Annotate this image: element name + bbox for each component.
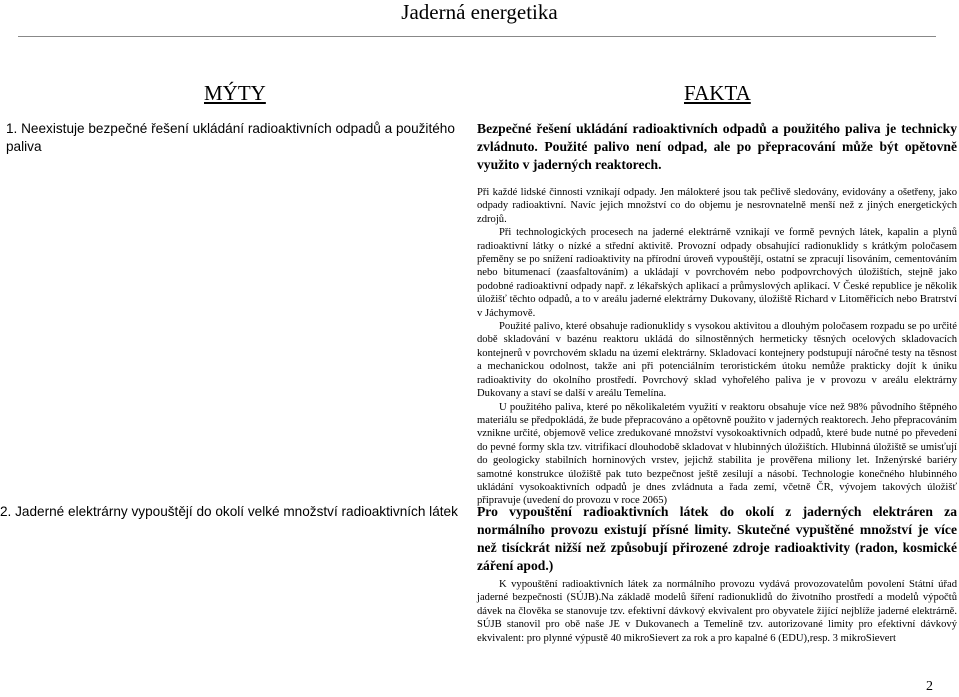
fact-1-paragraph: Při každé lidské činnosti vznikají odpady. Jen málokteré jsou tak pečlivě sledovány, evidovány a ošetřeny, jako odpady radioaktivní. Navíc jejich množství co do objemu je nesrovnatelně menší než z jiných energetických zdrojů. <box>477 187 957 225</box>
fact-1-body <box>477 186 957 508</box>
fact-2-paragraph: K vypouštění radioaktivních látek za normálního provozu vydává provozovatelům povolení Státní úřad jaderné bezpečnosti (SÚJB).Na základě modelů šíření radionuklidů do životního prostředí a modelů výpočtů dávek na člověka se stanovuje tzv. efektivní dávkový ekvivalent pro obyvatele žijící nejblíže jaderné elektrárně. SÚJB stanovil pro obě naše JE v Dukovanech a Temelíně tzv. autorizované limity pro efektivní dávkový ekvivalent: pro plynné výpustě 40 mikroSievert za rok a pro kapalné 6 (EDU),resp. 3 mikroSievert <box>477 579 957 644</box>
fact-1-paragraph: U použitého paliva, které po několikaletém využití v reaktoru obsahuje více než 98% původního štěpného materiálu se předpokládá, že bude přepracováno a opětovně použito v jaderných reaktorech. Jeho přepracováním vznikne určité, objemově velice zredukované množství vysokoaktivních odpadů, které bude nutné po převedení do pevné formy skla tzv. vitrifikací dlouhodobě skladovat v hlubinných úložištích. Hlubinná úložiště se umisťují do geologicky stabilních horninových vrstev, jejichž stabilita je prověřena miliony let. Inženýrské bariéry samotné konstrukce úložiště pak tuto bezpečnost ještě zesilují a násobí. Technologie konečného hlubinného ukládání vysokoaktivních odpadů je dnes zvládnuta a řada zemí, včetně ČR, vývojem takových úložišť připravuje (uvedení do provozu v roce 2065) <box>477 401 957 507</box>
fact-1-paragraph: Při technologických procesech na jaderné elektrárně vznikají ve formě pevných látek, kapalin a plynů radioaktivní látky o nízké a střední aktivitě. Provozní odpady obsahující radionuklidy s krátkým poločasem přeměny se po snížení radioaktivity na přírodní úroveň vypouštějí, ostatní se zpracují lisováním, cementováním nebo bitumenací (zaasfaltováním) a ukládají v povrchovém nebo podpovrchových úložištích, stejně jako podobné radioaktivní odpady např. z lékařských aplikací a průmyslových aplikací. V České republice je několik úložišť těchto odpadů, a to v areálu jaderné elektrárny Dukovany, úložiště Richard v Litoměřicích nebo Bratrství v Jáchymově. <box>477 227 957 319</box>
myths-column-heading: MÝTY <box>204 81 266 105</box>
fact-2-body <box>477 578 957 645</box>
myth-2: 2. Jaderné elektrárny vypouštějí do okolí velké množství radioaktivních látek <box>0 504 458 519</box>
fact-2-heading: Pro vypouštění radioaktivních látek do okolí z jaderných elektráren za normálního provozu existují přísné limity. Skutečné vypuštěné množství je více než tisíckrát nižší než způsobují přirozené zdroje radioaktivity (radon, kosmické záření apod.) <box>477 504 957 573</box>
fact-1-heading: Bezpečné řešení ukládání radioaktivních odpadů a použitého paliva je technicky zvládnuto. Použité palivo není odpad, ale po přepracování může být opětovně využito v jaderných reaktorech. <box>477 121 957 172</box>
facts-column-heading: FAKTA <box>684 81 751 105</box>
document-title: Jaderná energetika <box>401 0 558 24</box>
fact-1-paragraph: Použité palivo, které obsahuje radionuklidy s vysokou aktivitou a dlouhým poločasem rozpadu se po určité době skladování v bazénu reaktoru ukládá do silnostěnných hermeticky těsných ocelových skladovacích kontejnerů v povrchovém skladu na území elektrárny. Skladovací kontejnery podstupují náročné testy na těsnost a mechanickou odolnost, takže ani při potenciálním teroristickém útoku nemůže prakticky dojít k úniku radioaktivity do okolního prostředí. Povrchový sklad vyhořelého paliva je v provozu v areálu elektrárny Dukovany a staví se další v areálu Temelína. <box>477 321 957 400</box>
header-divider <box>18 36 936 37</box>
page-number: 2 <box>926 679 933 694</box>
myth-1: 1. Neexistuje bezpečné řešení ukládání radioaktivních odpadů a použitého paliva <box>6 121 455 154</box>
